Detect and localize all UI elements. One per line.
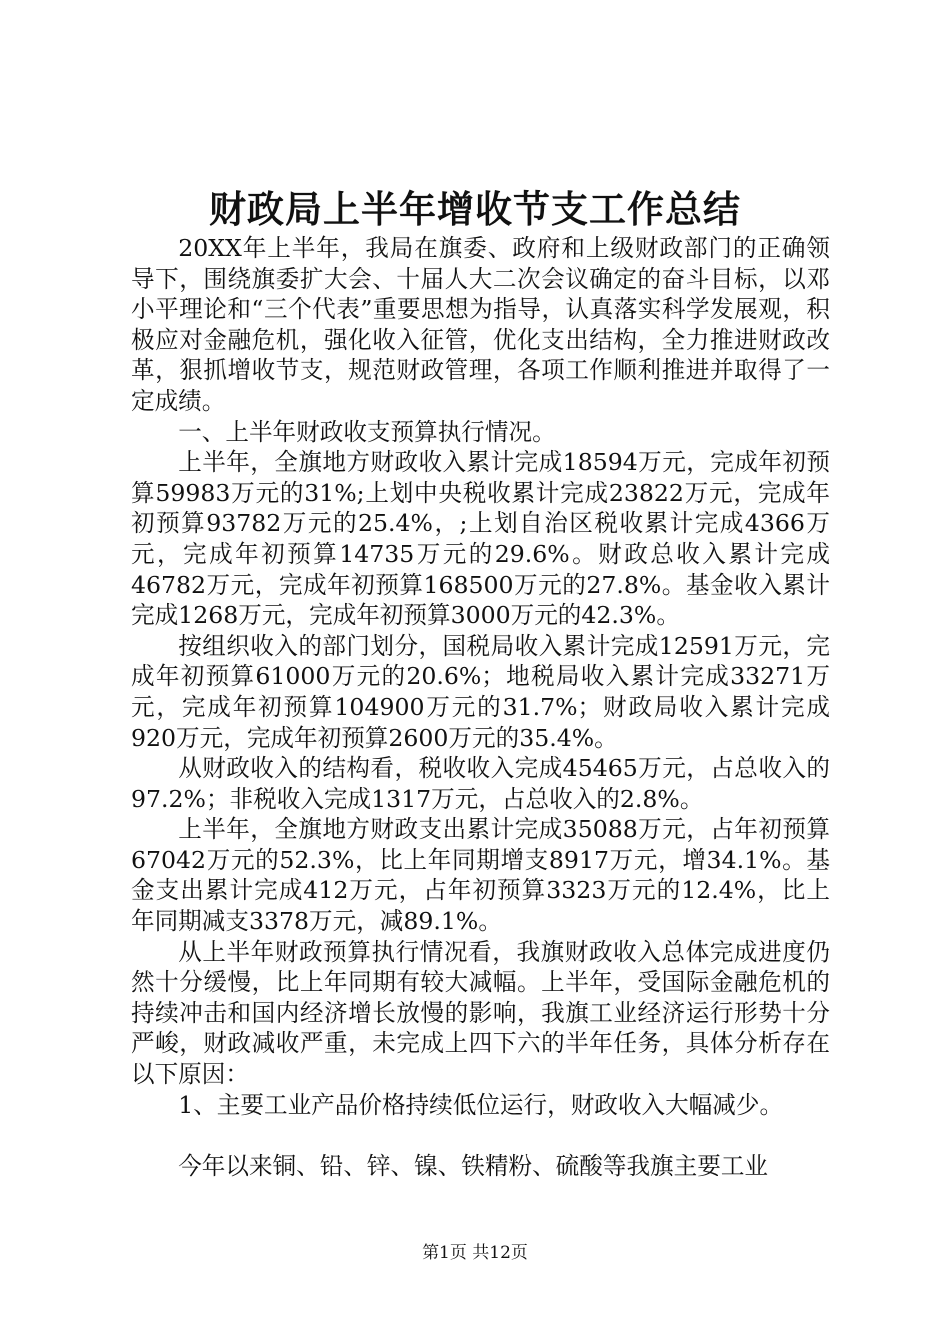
paragraph-departments: 按组织收入的部门划分，国税局收入累计完成12591万元，完成年初预算61000万元的20.6%；地税局收入累计完成33271万元，完成年初预算104900万元的31.7%；财政局收入累计完成920万元，完成年初预算2600万元的35.4%。 (131, 631, 830, 752)
page-footer: 第1页 共12页 (422, 1243, 528, 1263)
document-body (131, 233, 830, 1182)
paragraph-analysis: 从上半年财政预算执行情况看，我旗财政收入总体完成进度仍然十分缓慢，比上年同期有较大减幅。上半年，受国际金融危机的持续冲击和国内经济增长放慢的影响，我旗工业经济运行形势十分严峻，财政减收严重，未完成上四下六的半年任务，具体分析存在以下原因： (131, 937, 830, 1089)
paragraph-structure: 从财政收入的结构看，税收收入完成45465万元，占总收入的97.2%；非税收入完成1317万元，占总收入的2.8%。 (131, 754, 830, 813)
paragraph-reason-1: 1、主要工业产品价格持续低位运行，财政收入大幅减少。 (178, 1090, 784, 1119)
section-heading: 一、上半年财政收支预算执行情况。 (178, 417, 556, 446)
paragraph-expenditure: 上半年，全旗地方财政支出累计完成35088万元，占年初预算67042万元的52.3%，比上年同期增支8917万元，增34.1%。基金支出累计完成412万元，占年初预算3323万元的12.4%，比上年同期减支3378万元，减89.1%。 (131, 815, 830, 936)
paragraph-revenue: 上半年，全旗地方财政收入累计完成18594万元，完成年初预算59983万元的31%;上划中央税收累计完成23822万元，完成年初预算93782万元的25.4%，;上划自治区税收累计完成4366万元，完成年初预算14735万元的29.6%。财政总收入累计完成46782万元，完成年初预算168500万元的27.8%。基金收入累计完成1268万元，完成年初预算3000万元的42.3%。 (131, 448, 830, 630)
document-title: 财政局上半年增收节支工作总结 (209, 187, 741, 231)
paragraph-intro: 20XX年上半年，我局在旗委、政府和上级财政部门的正确领导下，围绕旗委扩大会、十届人大二次会议确定的奋斗目标，以邓小平理论和“三个代表”重要思想为指导，认真落实科学发展观，积极应对金融危机，强化收入征管，优化支出结构，全力推进财政改革，狠抓增收节支，规范财政管理，各项工作顺利推进并取得了一定成绩。 (131, 234, 830, 415)
paragraph-continued: 今年以来铜、铅、锌、镍、铁精粉、硫酸等我旗主要工业 (178, 1152, 769, 1181)
